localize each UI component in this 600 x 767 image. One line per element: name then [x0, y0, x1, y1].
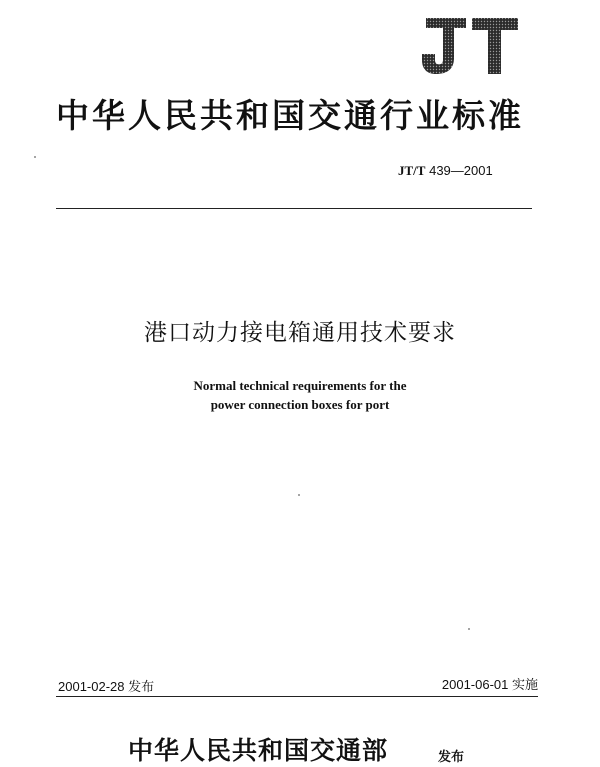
- standard-code: 439—2001: [429, 163, 493, 178]
- scan-speck: [298, 494, 300, 496]
- implementation-date: 2001-06-01 实施: [441, 677, 538, 692]
- jt-logo: [420, 14, 520, 76]
- standard-prefix: JT/T: [398, 163, 426, 178]
- header-divider: [56, 208, 532, 209]
- scan-speck: [468, 628, 470, 630]
- document-title-chinese: 港口动力接电箱通用技术要求: [144, 320, 456, 346]
- scan-speck: [34, 156, 36, 158]
- issuing-authority: 中华人民共和国交通部: [128, 736, 389, 765]
- document-title-english: [0, 376, 600, 414]
- english-title-line-2: power connection boxes for port: [210, 397, 390, 412]
- english-title-line-1: Normal technical requirements for the: [193, 378, 407, 393]
- publication-date: 2001-02-28 发布: [58, 679, 155, 694]
- issue-label: 发布: [438, 750, 465, 765]
- footer-divider: [56, 696, 538, 697]
- standard-category-heading: 中华人民共和国交通行业标准: [56, 96, 524, 135]
- standard-number: [398, 163, 538, 179]
